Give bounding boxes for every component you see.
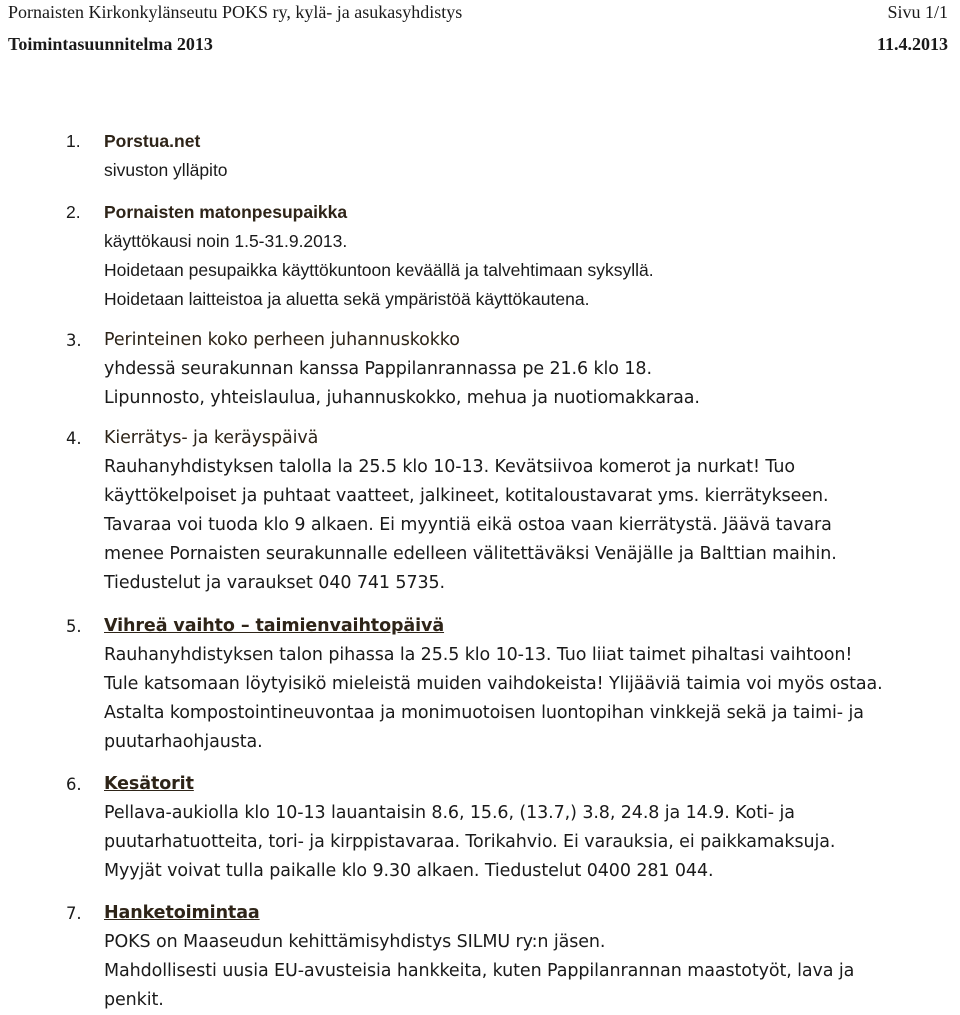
- section-line: Tiedustelut ja varaukset 040 741 5735.: [104, 573, 446, 593]
- section-title: Vihreä vaihto – taimienvaihtopäivä: [104, 616, 445, 636]
- section-number: 1.: [66, 131, 81, 151]
- section-body: [104, 198, 954, 314]
- section-number: 2.: [66, 202, 81, 222]
- section-number: 4.: [66, 429, 82, 448]
- section-title: Hanketoimintaa: [104, 903, 260, 923]
- section-line: puutarhatuotteita, tori- ja kirppistavaraa. Torikahvio. Ei varauksia, ei paikkamaksuja.: [104, 832, 836, 852]
- section-line: menee Pornaisten seurakunnalle edelleen välitettäväksi Venäjälle ja Balttian maihin.: [104, 544, 837, 564]
- document-header: [8, 32, 948, 56]
- section-title: Kierrätys- ja keräyspäivä: [104, 428, 319, 448]
- section-line: Astalta kompostointineuvontaa ja monimuotoisen luontopihan vinkkejä sekä ja taimi- ja: [104, 703, 864, 723]
- page-header: [8, 0, 948, 24]
- section-body: [104, 612, 954, 757]
- section-line: puutarhaohjausta.: [104, 732, 263, 752]
- organization-name: Pornaisten Kirkonkylänseutu POKS ry, kylä- ja asukasyhdistys: [8, 2, 463, 22]
- document-date: 11.4.2013: [876, 34, 948, 54]
- section-line: Tule katsomaan löytyisikö mieleistä muiden vaihdokeista! Ylijääviä taimia voi myös ostaa.: [104, 674, 883, 694]
- section-number: 7.: [66, 904, 82, 923]
- section-number: 5.: [66, 617, 82, 636]
- section-line: penkit.: [104, 990, 164, 1010]
- section-line: Hoidetaan pesupaikka käyttökuntoon keväällä ja talvehtimaan syksyllä.: [104, 260, 654, 280]
- section-line: sivuston ylläpito: [104, 160, 228, 180]
- section-line: Rauhanyhdistyksen talon pihassa la 25.5 klo 10-13. Tuo liiat taimet pihaltasi vaihtoon!: [104, 645, 853, 665]
- section-line: Lipunnosto, yhteislaulua, juhannuskokko, mehua ja nuotiomakkaraa.: [104, 388, 700, 408]
- document-title: Toimintasuunnitelma 2013: [8, 34, 213, 54]
- section-title: Porstua.net: [104, 131, 201, 151]
- section-body: [104, 326, 954, 413]
- section-line: Tavaraa voi tuoda klo 9 alkaen. Ei myyntiä eikä ostoa vaan kierrätystä. Jäävä tavara: [104, 515, 832, 535]
- section-number: 6.: [66, 775, 82, 794]
- section-line: käyttökausi noin 1.5-31.9.2013.: [104, 231, 348, 251]
- section-body: [104, 899, 954, 1015]
- section-line: yhdessä seurakunnan kanssa Pappilanrannassa pe 21.6 klo 18.: [104, 359, 652, 379]
- section-body: [104, 770, 954, 886]
- section-line: POKS on Maaseudun kehittämisyhdistys SILMU ry:n jäsen.: [104, 932, 606, 952]
- section-body: [104, 127, 954, 185]
- section-title: Pornaisten matonpesupaikka: [104, 202, 348, 222]
- section-line: Mahdollisesti uusia EU-avusteisia hankkeita, kuten Pappilanrannan maastotyöt, lava ja: [104, 961, 855, 981]
- section-line: Rauhanyhdistyksen talolla la 25.5 klo 10-13. Kevätsiivoa komerot ja nurkat! Tuo: [104, 457, 795, 477]
- section-title: Kesätorit: [104, 774, 194, 794]
- section-body: [104, 424, 954, 598]
- page-number: Sivu 1/1: [887, 2, 948, 22]
- section-line: Pellava-aukiolla klo 10-13 lauantaisin 8.6, 15.6, (13.7,) 3.8, 24.8 ja 14.9. Koti- ja: [104, 803, 795, 823]
- section-title: Perinteinen koko perheen juhannuskokko: [104, 330, 460, 350]
- section-line: Myyjät voivat tulla paikalle klo 9.30 alkaen. Tiedustelut 0400 281 044.: [104, 861, 714, 881]
- section-number: 3.: [66, 331, 82, 350]
- section-line: Hoidetaan laitteistoa ja aluetta sekä ympäristöä käyttökautena.: [104, 289, 590, 309]
- section-line: käyttökelpoiset ja puhtaat vaatteet, jalkineet, kotitaloustavarat yms. kierrätykseen.: [104, 486, 829, 506]
